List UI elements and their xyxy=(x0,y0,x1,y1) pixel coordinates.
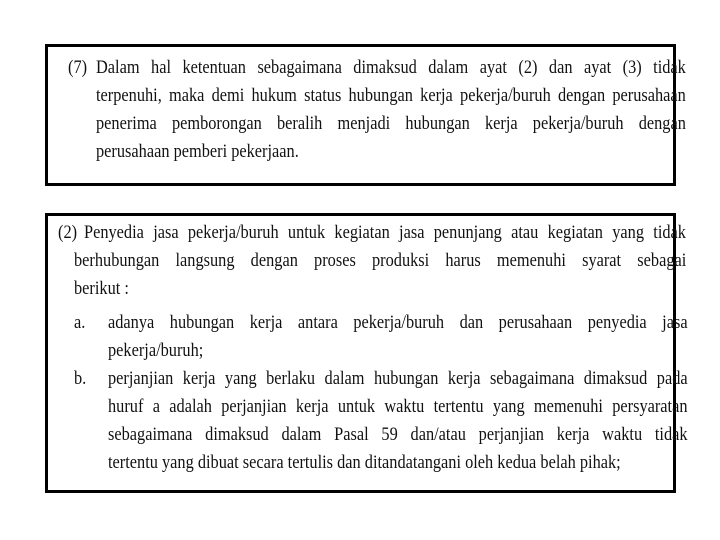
word: hubungan xyxy=(169,312,235,333)
word: waktu xyxy=(384,396,425,417)
word: berlaku xyxy=(266,368,316,389)
word: terpenuhi, xyxy=(96,85,162,106)
word: dalam xyxy=(324,368,365,389)
word: yang xyxy=(612,222,645,243)
paragraph-line xyxy=(96,84,686,108)
word: dimaksud xyxy=(583,368,648,389)
item-marker: a. xyxy=(74,312,86,333)
word: perjanjian xyxy=(478,424,544,445)
word: beralih xyxy=(276,113,323,134)
word: kerja xyxy=(249,312,283,333)
word: pada xyxy=(656,368,688,389)
word: pekerja/buruh xyxy=(187,222,279,243)
word: perjanjian xyxy=(108,368,174,389)
paragraph-line xyxy=(96,112,686,136)
word: penyedia xyxy=(587,312,647,333)
paragraph-line: perusahaan pemberi pekerjaan. xyxy=(96,141,299,162)
word: dimaksud xyxy=(205,424,269,445)
word: kegiatan xyxy=(547,222,603,243)
word: adanya xyxy=(108,312,155,333)
item-marker: b. xyxy=(74,368,87,389)
word: (2) xyxy=(518,57,538,78)
word: dengan xyxy=(557,85,606,106)
word: jasa xyxy=(399,222,425,243)
word: menjadi xyxy=(337,113,391,134)
list-item-line: tertentu yang dibuat secara tertulis dan ditandatangani oleh kedua belah pihak; xyxy=(108,452,621,473)
word: kerja xyxy=(484,113,518,134)
word: dan/atau xyxy=(410,424,466,445)
word: sebagaimana xyxy=(108,424,193,445)
list-item-line xyxy=(108,423,688,447)
word: sebagaimana xyxy=(489,368,575,389)
word: sebagai xyxy=(637,250,687,271)
word: pekerja/buruh xyxy=(460,85,551,106)
word: Penyedia xyxy=(84,222,144,243)
paragraph-line xyxy=(84,221,686,245)
word: dengan xyxy=(638,113,686,134)
word: yang xyxy=(224,368,257,389)
paragraph-line: berikut : xyxy=(74,278,129,299)
word: kerja xyxy=(447,368,481,389)
list-item-line xyxy=(108,311,688,335)
ayat-number: (2) xyxy=(58,222,78,243)
word: pekerja/buruh xyxy=(353,312,445,333)
word: status xyxy=(304,85,342,106)
word: yang xyxy=(492,396,525,417)
word: kegiatan xyxy=(334,222,390,243)
word: a xyxy=(152,396,160,417)
word: penunjang xyxy=(433,222,502,243)
word: berhubungan xyxy=(74,250,160,271)
word: ayat xyxy=(583,57,612,78)
word: memenuhi xyxy=(496,250,566,271)
word: dan xyxy=(548,57,573,78)
word: kerja xyxy=(295,396,329,417)
word: Dalam xyxy=(96,57,140,78)
list-item-line: pekerja/buruh; xyxy=(108,340,204,361)
word: tidak xyxy=(653,57,686,78)
word: adalah xyxy=(169,396,212,417)
word: 59 xyxy=(381,424,398,445)
word: dan xyxy=(459,312,484,333)
word: atau xyxy=(511,222,539,243)
word: huruf xyxy=(108,396,144,417)
list-item-line xyxy=(108,367,688,391)
word: hukum xyxy=(251,85,297,106)
word: dimaksud xyxy=(353,57,417,78)
word: persyaratan xyxy=(612,396,688,417)
word: untuk xyxy=(287,222,326,243)
word: demi xyxy=(211,85,245,106)
word: hubungan xyxy=(348,85,413,106)
word: dengan xyxy=(250,250,298,271)
word: dalam xyxy=(428,57,469,78)
word: syarat xyxy=(582,250,622,271)
word: tertentu xyxy=(433,396,484,417)
word: pekerja/buruh xyxy=(532,113,624,134)
word: hubungan xyxy=(373,368,439,389)
pasal-ayat-7-box xyxy=(45,44,686,186)
word: kerja xyxy=(182,368,216,389)
word: tidak xyxy=(654,424,688,445)
word: (3) xyxy=(622,57,642,78)
word: pemborongan xyxy=(171,113,262,134)
word: jasa xyxy=(153,222,179,243)
word: antara xyxy=(297,312,338,333)
word: ketentuan xyxy=(182,57,246,78)
word: sebagaimana xyxy=(257,57,342,78)
paragraph-line xyxy=(96,56,686,80)
word: proses xyxy=(314,250,356,271)
word: hal xyxy=(151,57,171,78)
word: hubungan xyxy=(405,113,470,134)
word: perusahaan xyxy=(612,85,686,106)
word: jasa xyxy=(662,312,688,333)
word: perjanjian xyxy=(221,396,287,417)
word: kerja xyxy=(420,85,453,106)
word: dalam xyxy=(281,424,322,445)
word: ayat xyxy=(479,57,507,78)
word: langsung xyxy=(175,250,235,271)
ayat-number: (7) xyxy=(68,57,88,78)
word: kerja xyxy=(556,424,590,445)
word: perusahaan xyxy=(498,312,573,333)
word: maka xyxy=(169,85,205,106)
word: waktu xyxy=(602,424,643,445)
word: penerima xyxy=(96,113,157,134)
word: untuk xyxy=(337,396,376,417)
word: memenuhi xyxy=(533,396,603,417)
pasal-ayat-2-box xyxy=(45,213,688,493)
paragraph-line xyxy=(74,249,686,273)
word: Pasal xyxy=(334,424,369,445)
word: tidak xyxy=(653,222,686,243)
word: produksi xyxy=(371,250,430,271)
word: harus xyxy=(445,250,481,271)
list-item-line xyxy=(108,395,688,419)
